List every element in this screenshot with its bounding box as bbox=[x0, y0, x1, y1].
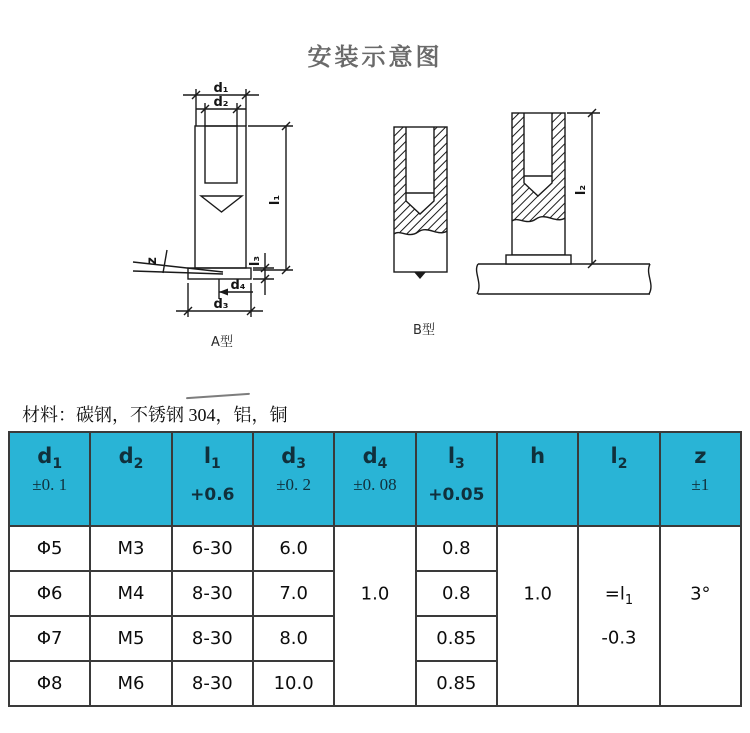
cell-d3: 6.0 bbox=[253, 526, 334, 571]
col-header-d2: $d_2$ bbox=[90, 432, 171, 526]
col-header-l2: $l_2$ bbox=[578, 432, 659, 526]
cell-l3: 0.85 bbox=[416, 616, 497, 661]
type-b-label: B型 bbox=[413, 323, 435, 338]
installation-diagram bbox=[0, 78, 750, 348]
scan-stray-mark bbox=[186, 393, 250, 399]
cell-d2: M4 bbox=[90, 571, 171, 616]
col-header-l1: $l_1$ +0.6 bbox=[172, 432, 253, 526]
cell-l1: 6-30 bbox=[172, 526, 253, 571]
type-b-installed-drawing bbox=[477, 109, 651, 294]
type-b-section-drawing bbox=[394, 127, 447, 279]
plate-right-break bbox=[649, 264, 651, 294]
dim-label-z: z bbox=[145, 257, 160, 265]
cell-l1: 8-30 bbox=[172, 571, 253, 616]
spec-table bbox=[8, 431, 742, 707]
cell-d1: Φ8 bbox=[9, 661, 90, 706]
cell-d4-merged: 1.0 bbox=[334, 526, 415, 706]
cell-z-merged: 3° bbox=[660, 526, 741, 706]
page-title: 安装示意图 bbox=[307, 43, 443, 71]
dim-label-d2: d₂ bbox=[213, 95, 229, 110]
cell-d3: 10.0 bbox=[253, 661, 334, 706]
plate-left-break bbox=[477, 264, 479, 294]
cell-h-merged: 1.0 bbox=[497, 526, 578, 706]
dim-label-l2: l₂ bbox=[574, 184, 589, 196]
dim-label-l3: l₃ bbox=[248, 255, 263, 267]
cell-l3: 0.8 bbox=[416, 526, 497, 571]
cell-l3: 0.8 bbox=[416, 571, 497, 616]
col-header-l3: $l_3$ +0.05 bbox=[416, 432, 497, 526]
type-a-label: A型 bbox=[211, 335, 233, 348]
material-note: 材料：碳钢，不锈钢 304，铝，铜 bbox=[22, 405, 288, 425]
type-a-chamfer bbox=[201, 196, 242, 212]
tolerance-l2 bbox=[579, 475, 658, 495]
dim-label-l1: l₁ bbox=[268, 194, 283, 206]
table-row bbox=[9, 526, 741, 571]
tolerance-l3: +0.05 bbox=[428, 485, 485, 505]
cell-l3: 0.85 bbox=[416, 661, 497, 706]
cell-d2: M3 bbox=[90, 526, 171, 571]
type-a-bore bbox=[205, 126, 237, 183]
col-header-d3: $d_3$ ±0. 2 bbox=[253, 432, 334, 526]
cell-l2-merged: $=l_1$ -0.3 bbox=[578, 526, 659, 706]
cell-l1: 8-30 bbox=[172, 616, 253, 661]
cell-d2: M5 bbox=[90, 616, 171, 661]
col-header-z: z ±1 bbox=[660, 432, 741, 526]
col-header-d4: $d_4$ ±0. 08 bbox=[334, 432, 415, 526]
cell-d3: 8.0 bbox=[253, 616, 334, 661]
cell-l1: 8-30 bbox=[172, 661, 253, 706]
cell-d1: Φ5 bbox=[9, 526, 90, 571]
type-b-bore bbox=[406, 127, 434, 214]
installed-bore bbox=[524, 113, 552, 196]
tolerance-h bbox=[498, 475, 577, 495]
type-b-hatch bbox=[394, 127, 447, 235]
installed-hatch bbox=[512, 113, 565, 222]
tolerance-d2 bbox=[91, 475, 170, 495]
cell-d3: 7.0 bbox=[253, 571, 334, 616]
dim-label-d1: d₁ bbox=[213, 81, 229, 96]
dim-label-d4: d₄ bbox=[230, 278, 246, 293]
col-header-h: h bbox=[497, 432, 578, 526]
dim-label-d3: d₃ bbox=[213, 297, 229, 312]
installed-flange bbox=[506, 255, 571, 264]
tolerance-d3: ±0. 2 bbox=[276, 475, 312, 494]
tolerance-z: ±1 bbox=[691, 475, 710, 494]
tolerance-l1: +0.6 bbox=[190, 485, 235, 505]
tolerance-d4: ±0. 08 bbox=[353, 475, 397, 494]
cell-d1: Φ7 bbox=[9, 616, 90, 661]
cell-d2: M6 bbox=[90, 661, 171, 706]
col-header-d1: $d_1$ ±0. 1 bbox=[9, 432, 90, 526]
cell-d1: Φ6 bbox=[9, 571, 90, 616]
header-row bbox=[9, 432, 741, 526]
tolerance-d1: ±0. 1 bbox=[32, 475, 68, 494]
